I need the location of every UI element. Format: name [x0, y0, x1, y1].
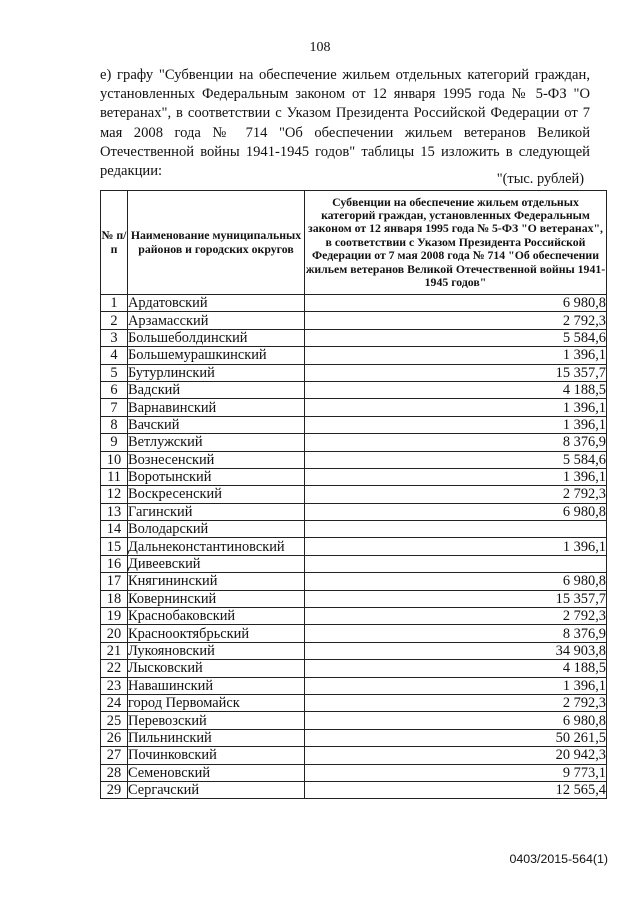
header-district-name: Наименование муниципальных районов и городских округов [128, 191, 305, 295]
district-name: Ковернинский [128, 590, 305, 607]
row-number: 23 [101, 677, 128, 694]
page-number: 108 [309, 40, 331, 55]
subvention-value: 34 903,8 [305, 642, 607, 659]
table-row [101, 347, 607, 364]
district-name: Лукояновский [128, 642, 305, 659]
district-name: Вознесенский [128, 451, 305, 468]
row-number: 21 [101, 642, 128, 659]
table-row [101, 416, 607, 433]
table-row [101, 590, 607, 607]
row-number: 15 [101, 538, 128, 555]
subvention-value: 4 188,5 [305, 660, 607, 677]
district-name: Краснооктябрьский [128, 625, 305, 642]
table-row [101, 364, 607, 381]
subvention-value: 1 396,1 [305, 538, 607, 555]
table-row [101, 329, 607, 346]
row-number: 5 [101, 364, 128, 381]
row-number: 29 [101, 781, 128, 798]
table-row [101, 503, 607, 520]
table-row [101, 555, 607, 572]
unit-label: "(тыс. рублей) [496, 171, 584, 187]
subvention-value: 15 357,7 [305, 590, 607, 607]
subvention-value: 6 980,8 [305, 573, 607, 590]
district-name: Дивеевский [128, 555, 305, 572]
table-row [101, 747, 607, 764]
subvention-value: 8 376,9 [305, 434, 607, 451]
intro-paragraph: е) графу "Субвенции на обеспечение жильем отдельных категорий граждан, установленных Федеральным законом от 12 января 1995 года № 5-ФЗ "О ветеранах", в соответствии с Указом Президента Российской Федерации от 7 мая 2008 года № 714 "Об обеспечении жильем ветеранов Великой Отечественной войны 1941-1945 годов" таблицы 15 изложить в следующей редакции: [100, 67, 590, 180]
row-number: 6 [101, 381, 128, 398]
district-name: Воскресенский [128, 486, 305, 503]
table-row [101, 608, 607, 625]
table-row [101, 538, 607, 555]
row-number: 1 [101, 295, 128, 312]
subvention-value: 50 261,5 [305, 729, 607, 746]
row-number: 9 [101, 434, 128, 451]
subvention-value: 5 584,6 [305, 329, 607, 346]
row-number: 24 [101, 694, 128, 711]
table-header-row [101, 191, 607, 295]
district-name: Володарский [128, 521, 305, 538]
table-row [101, 764, 607, 781]
subvention-value [305, 555, 607, 572]
row-number: 17 [101, 573, 128, 590]
subvention-value: 5 584,6 [305, 451, 607, 468]
subvention-value: 1 396,1 [305, 468, 607, 485]
district-name: Большемурашкинский [128, 347, 305, 364]
subvention-value: 20 942,3 [305, 747, 607, 764]
row-number: 7 [101, 399, 128, 416]
table-row [101, 573, 607, 590]
row-number: 13 [101, 503, 128, 520]
subvention-value: 2 792,3 [305, 608, 607, 625]
district-name: Арзамасский [128, 312, 305, 329]
row-number: 2 [101, 312, 128, 329]
table-row [101, 381, 607, 398]
row-number: 27 [101, 747, 128, 764]
table-row [101, 712, 607, 729]
subvention-value: 6 980,8 [305, 503, 607, 520]
header-number: № п/п [101, 191, 128, 295]
table-row [101, 625, 607, 642]
row-number: 3 [101, 329, 128, 346]
table-row [101, 781, 607, 798]
table-row [101, 468, 607, 485]
table-body [101, 295, 607, 799]
subvention-value: 6 980,8 [305, 712, 607, 729]
subvention-value: 1 396,1 [305, 677, 607, 694]
district-name: Перевозский [128, 712, 305, 729]
district-name: Семеновский [128, 764, 305, 781]
table-row [101, 694, 607, 711]
row-number: 10 [101, 451, 128, 468]
row-number: 19 [101, 608, 128, 625]
subvention-value: 8 376,9 [305, 625, 607, 642]
subvention-value: 2 792,3 [305, 694, 607, 711]
row-number: 20 [101, 625, 128, 642]
table-row [101, 295, 607, 312]
district-name: Дальнеконстантиновский [128, 538, 305, 555]
subvention-value: 2 792,3 [305, 486, 607, 503]
district-name: Вачский [128, 416, 305, 433]
subvention-value: 1 396,1 [305, 416, 607, 433]
table-row [101, 729, 607, 746]
header-subvention: Субвенции на обеспечение жильем отдельных категорий граждан, установленных Федеральным законом от 12 января 1995 года № 5-ФЗ "О ветеранах", в соответствии с Указом Президента Российской Федерации от 7 мая 2008 года № 714 "Об обеспечении жильем ветеранов Великой Отечественной войны 1941-1945 годов" [305, 191, 607, 295]
table-row [101, 451, 607, 468]
district-name: Сергачский [128, 781, 305, 798]
table-row [101, 677, 607, 694]
district-name: Лысковский [128, 660, 305, 677]
row-number: 18 [101, 590, 128, 607]
subvention-value: 15 357,7 [305, 364, 607, 381]
table-row [101, 486, 607, 503]
subvention-value: 1 396,1 [305, 399, 607, 416]
subvention-value: 1 396,1 [305, 347, 607, 364]
district-name: Вадский [128, 381, 305, 398]
subvention-value: 6 980,8 [305, 295, 607, 312]
district-name: Большеболдинский [128, 329, 305, 346]
district-name: Варнавинский [128, 399, 305, 416]
subvention-value: 2 792,3 [305, 312, 607, 329]
district-name: Княгининский [128, 573, 305, 590]
row-number: 4 [101, 347, 128, 364]
subvention-value: 9 773,1 [305, 764, 607, 781]
row-number: 8 [101, 416, 128, 433]
row-number: 22 [101, 660, 128, 677]
document-code: 0403/2015-564(1) [509, 852, 608, 866]
district-name: Гагинский [128, 503, 305, 520]
district-name: город Первомайск [128, 694, 305, 711]
table-row [101, 642, 607, 659]
subvention-table [100, 190, 607, 799]
row-number: 28 [101, 764, 128, 781]
table-row [101, 399, 607, 416]
district-name: Навашинский [128, 677, 305, 694]
district-name: Бутурлинский [128, 364, 305, 381]
table-row [101, 312, 607, 329]
district-name: Краснобаковский [128, 608, 305, 625]
district-name: Воротынский [128, 468, 305, 485]
table-row [101, 660, 607, 677]
district-name: Пильнинский [128, 729, 305, 746]
row-number: 12 [101, 486, 128, 503]
row-number: 26 [101, 729, 128, 746]
subvention-value: 12 565,4 [305, 781, 607, 798]
row-number: 25 [101, 712, 128, 729]
table-row [101, 521, 607, 538]
row-number: 14 [101, 521, 128, 538]
district-name: Починковский [128, 747, 305, 764]
district-name: Ветлужский [128, 434, 305, 451]
table-row [101, 434, 607, 451]
row-number: 11 [101, 468, 128, 485]
row-number: 16 [101, 555, 128, 572]
district-name: Ардатовский [128, 295, 305, 312]
subvention-value [305, 521, 607, 538]
subvention-value: 4 188,5 [305, 381, 607, 398]
